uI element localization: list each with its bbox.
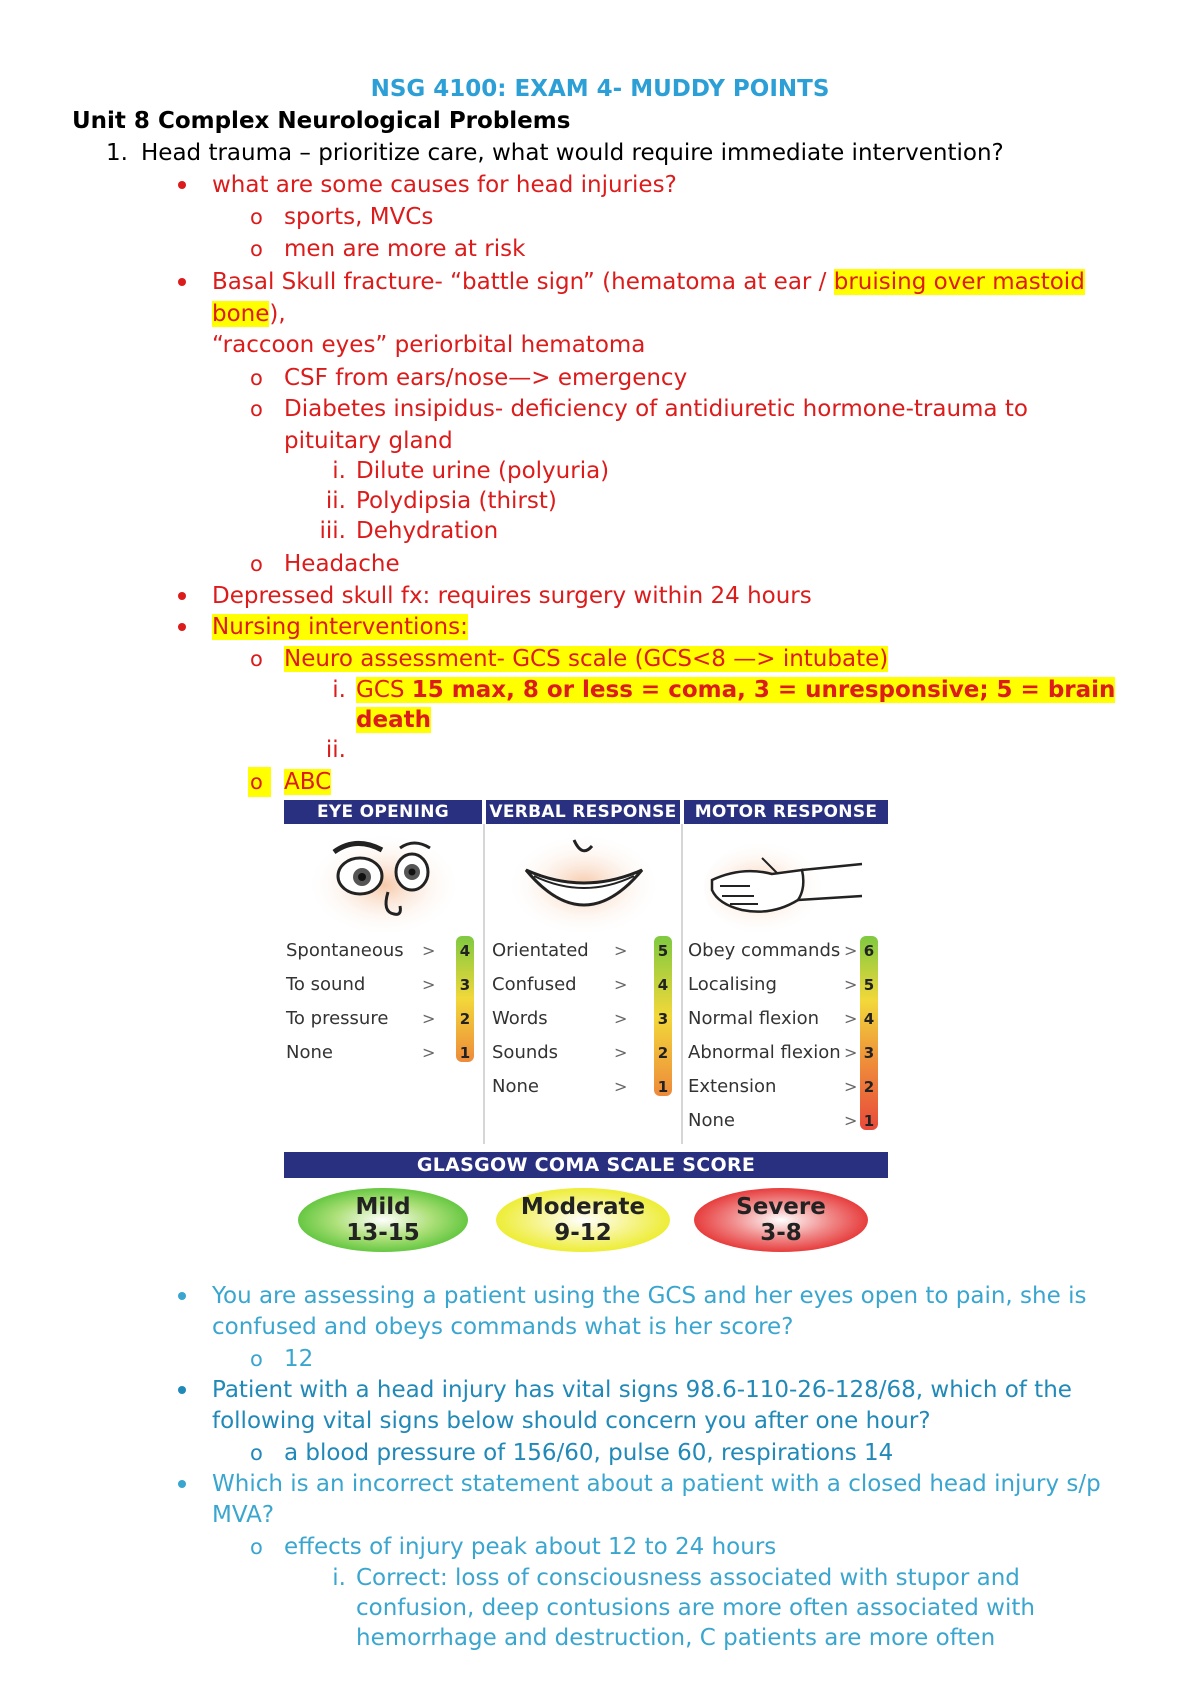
motor-option: Obey commands	[688, 940, 841, 961]
unit-heading: Unit 8 Complex Neurological Problems	[72, 108, 571, 134]
arrow-icon: >	[422, 975, 436, 994]
roman-text	[356, 675, 1115, 705]
bullet-text-line: “raccoon eyes” periorbital hematoma	[212, 332, 646, 358]
verbal-option: Words	[492, 1008, 548, 1029]
bullet-icon	[178, 1292, 186, 1300]
sub-bullet-icon: o	[250, 237, 263, 261]
text-fragment: GCS	[356, 677, 412, 703]
roman-number: ii.	[325, 737, 346, 763]
mild-label: Mild	[355, 1194, 411, 1220]
verbal-score: 3	[657, 1010, 669, 1028]
highlighted-text: bruising over mastoid	[833, 269, 1085, 295]
arrow-icon: >	[422, 1009, 436, 1028]
column-divider	[483, 824, 485, 1144]
roman-text	[356, 705, 431, 735]
score-gradient-motor	[860, 936, 878, 1130]
gcs-figure	[284, 800, 888, 1260]
eye-score: 4	[459, 942, 471, 960]
bullet-text: Depressed skull fx: requires surgery within 24 hours	[212, 583, 812, 609]
page-title: NSG 4100: EXAM 4- MUDDY POINTS	[370, 76, 830, 102]
arrow-icon: >	[614, 975, 628, 994]
text-fragment: ),	[269, 301, 286, 327]
mild-range: 13-15	[346, 1220, 420, 1246]
gcs-header-eye: EYE OPENING	[284, 800, 482, 824]
roman-number: i.	[332, 458, 346, 484]
sub-bullet-text: Headache	[284, 551, 400, 577]
item-text: Head trauma – prioritize care, what would require immediate intervention?	[141, 140, 1004, 166]
eye-option: None	[286, 1042, 333, 1063]
sub-bullet-icon: o	[250, 647, 263, 671]
sub-bullet-icon: o	[250, 1441, 263, 1465]
arrow-icon: >	[614, 1009, 628, 1028]
motor-option: Extension	[688, 1076, 777, 1097]
arrow-icon: >	[844, 941, 858, 960]
explanation-text: confusion, deep contusions are more often associated with	[356, 1595, 1035, 1621]
bullet-text	[212, 612, 468, 642]
arrow-icon: >	[614, 1077, 628, 1096]
sub-bullet-text	[284, 644, 888, 674]
bullet-text-line	[212, 267, 1085, 297]
eye-option: To sound	[286, 974, 366, 995]
sub-bullet-text: men are more at risk	[284, 236, 526, 262]
roman-number: ii.	[325, 488, 346, 514]
moderate-range: 9-12	[554, 1220, 612, 1246]
roman-text: Polydipsia (thirst)	[356, 488, 557, 514]
arrow-icon: >	[844, 1077, 858, 1096]
eye-score: 2	[459, 1010, 471, 1028]
moderate-score-badge	[496, 1188, 670, 1252]
explanation-text: hemorrhage and destruction, C patients are more often	[356, 1625, 996, 1651]
verbal-option: Orientated	[492, 940, 589, 961]
eyes-illustration-icon	[304, 830, 464, 940]
highlighted-text: Neuro assessment- GCS scale (GCS<8 —> intubate)	[284, 646, 889, 672]
arrow-icon: >	[422, 1043, 436, 1062]
arrow-icon: >	[614, 941, 628, 960]
severe-label: Severe	[736, 1194, 826, 1220]
motor-score: 4	[863, 1010, 875, 1028]
verbal-option: None	[492, 1076, 539, 1097]
eye-option: Spontaneous	[286, 940, 404, 961]
arrow-icon: >	[614, 1043, 628, 1062]
bullet-icon	[178, 1480, 186, 1488]
motor-score: 2	[863, 1078, 875, 1096]
severe-score-badge	[694, 1188, 868, 1252]
column-divider	[681, 824, 683, 1144]
sub-bullet-text: pituitary gland	[284, 428, 453, 454]
arrow-icon: >	[844, 1111, 858, 1130]
gcs-score-banner: GLASGOW COMA SCALE SCORE	[284, 1152, 888, 1178]
bullet-icon	[178, 623, 186, 631]
highlighted-text	[356, 677, 1115, 703]
verbal-score: 5	[657, 942, 669, 960]
motor-option: Localising	[688, 974, 777, 995]
mild-score-badge	[298, 1188, 468, 1252]
bullet-icon	[178, 1386, 186, 1394]
mouth-illustration-icon	[504, 830, 664, 940]
gcs-header-motor: MOTOR RESPONSE	[684, 800, 888, 824]
item-number: 1.	[106, 140, 128, 166]
question-text: MVA?	[212, 1502, 275, 1528]
question-text: You are assessing a patient using the GCS and her eyes open to pain, she is	[212, 1283, 1087, 1309]
roman-number: i.	[332, 677, 346, 703]
verbal-score: 2	[657, 1044, 669, 1062]
sub-bullet-icon: o	[250, 1347, 263, 1371]
basal-skull-text: Basal Skull fracture- “battle sign” (hematoma at ear /	[212, 269, 834, 295]
highlighted-text: Nursing interventions:	[212, 614, 468, 640]
eye-option: To pressure	[286, 1008, 389, 1029]
sub-bullet-icon: o	[250, 552, 263, 576]
bold-text: 15 max, 8 or less = coma, 3 = unresponsive; 5 = brain	[411, 677, 1116, 703]
sub-bullet-icon: o	[250, 366, 263, 390]
question-text: Which is an incorrect statement about a patient with a closed head injury s/p	[212, 1471, 1101, 1497]
verbal-score: 1	[657, 1078, 669, 1096]
bullet-icon	[178, 278, 186, 286]
sub-bullet-icon: o	[250, 397, 263, 421]
question-text: confused and obeys commands what is her score?	[212, 1314, 794, 1340]
sub-bullet-text: sports, MVCs	[284, 204, 434, 230]
sub-bullet-icon: o	[248, 767, 271, 797]
sub-bullet-icon: o	[250, 1535, 263, 1559]
moderate-label: Moderate	[520, 1194, 646, 1220]
motor-score: 1	[863, 1112, 875, 1130]
motor-option: None	[688, 1110, 735, 1131]
sub-bullet-icon: o	[250, 205, 263, 229]
motor-score: 5	[863, 976, 875, 994]
bullet-text: what are some causes for head injuries?	[212, 172, 677, 198]
bullet-text-line	[212, 299, 286, 329]
hand-illustration-icon	[702, 830, 872, 940]
motor-score: 6	[863, 942, 875, 960]
motor-option: Normal flexion	[688, 1008, 820, 1029]
highlighted-text: death	[356, 707, 431, 733]
bullet-icon	[178, 181, 186, 189]
arrow-icon: >	[844, 1009, 858, 1028]
arrow-icon: >	[422, 941, 436, 960]
question-text: Patient with a head injury has vital signs 98.6-110-26-128/68, which of the	[212, 1377, 1072, 1403]
highlighted-text: bone	[212, 301, 270, 327]
roman-number: i.	[332, 1565, 346, 1591]
roman-text: Dilute urine (polyuria)	[356, 458, 610, 484]
highlighted-text: ABC	[284, 769, 332, 795]
verbal-score: 4	[657, 976, 669, 994]
motor-score: 3	[863, 1044, 875, 1062]
verbal-option: Sounds	[492, 1042, 559, 1063]
verbal-option: Confused	[492, 974, 577, 995]
answer-text: 12	[284, 1346, 314, 1372]
gcs-header-verbal: VERBAL RESPONSE	[486, 800, 680, 824]
sub-bullet-text	[284, 767, 331, 797]
eye-score: 3	[459, 976, 471, 994]
explanation-text: Correct: loss of consciousness associated with stupor and	[356, 1565, 1020, 1591]
answer-text: effects of injury peak about 12 to 24 hours	[284, 1534, 777, 1560]
answer-text: a blood pressure of 156/60, pulse 60, respirations 14	[284, 1440, 894, 1466]
roman-number: iii.	[319, 518, 346, 544]
arrow-icon: >	[844, 1043, 858, 1062]
sub-bullet-text: Diabetes insipidus- deficiency of antidiuretic hormone-trauma to	[284, 396, 1028, 422]
question-text: following vital signs below should concern you after one hour?	[212, 1408, 931, 1434]
bullet-icon	[178, 592, 186, 600]
motor-option: Abnormal flexion	[688, 1042, 841, 1063]
severe-range: 3-8	[760, 1220, 802, 1246]
roman-text: Dehydration	[356, 518, 499, 544]
eye-score: 1	[459, 1044, 471, 1062]
sub-bullet-text: CSF from ears/nose—> emergency	[284, 365, 688, 391]
arrow-icon: >	[844, 975, 858, 994]
